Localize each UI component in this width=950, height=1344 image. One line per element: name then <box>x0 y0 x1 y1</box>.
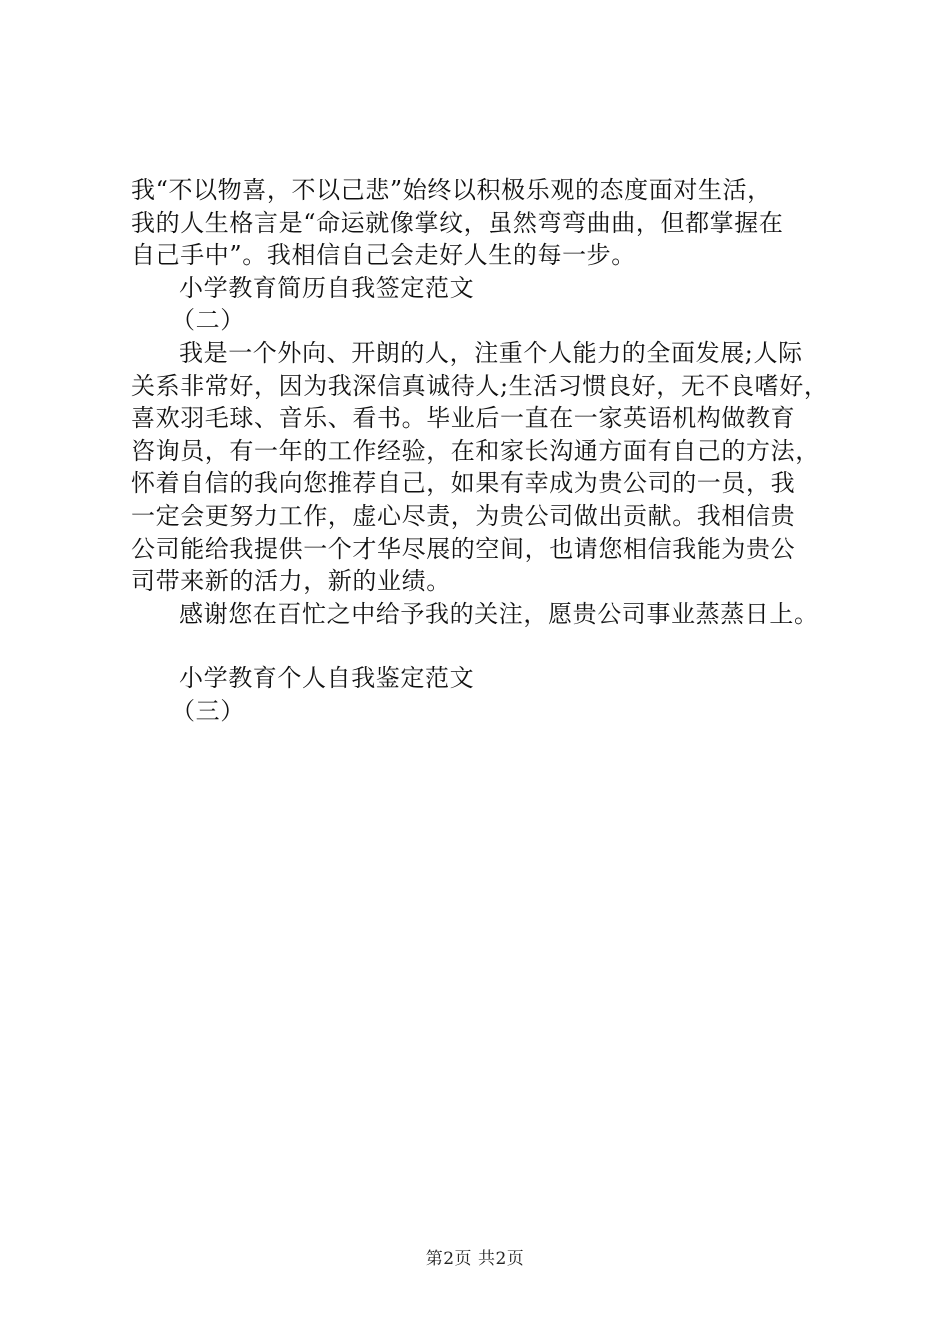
paragraph-line: 自己手中”。我相信自己会走好人生的每一步。 <box>131 241 636 270</box>
section-heading-3: 小学教育个人自我鉴定范文 <box>179 664 475 693</box>
section-heading-2: 小学教育简历自我签定范文 <box>179 273 475 302</box>
paragraph-line: 怀着自信的我向您推荐自己，如果有幸成为贵公司的一员，我 <box>131 469 796 498</box>
paragraph-line: 咨询员，有一年的工作经验，在和家长沟通方面有自己的方法， <box>131 436 820 465</box>
paragraph-line: 喜欢羽毛球、音乐、看书。毕业后一直在一家英语机构做教育 <box>131 404 796 433</box>
closing-line: 感谢您在百忙之中给予我的关注，愿贵公司事业蒸蒸日上。 <box>179 599 819 628</box>
paragraph-gap <box>131 630 851 662</box>
section-marker-3: （三） <box>171 696 245 725</box>
paragraph-line: 司带来新的活力，新的业绩。 <box>131 567 451 596</box>
paragraph-line: 一定会更努力工作，虚心尽责，为贵公司做出贡献。我相信贵 <box>131 501 796 530</box>
paragraph-line: 我的人生格言是“命运就像掌纹，虽然弯弯曲曲，但都掌握在 <box>131 208 784 237</box>
paragraph-line: 我是一个外向、开朗的人，注重个人能力的全面发展;人际 <box>179 338 803 367</box>
paragraph-line: 公司能给我提供一个才华尽展的空间，也请您相信我能为贵公 <box>131 534 796 563</box>
paragraph-line: 关系非常好，因为我深信真诚待人;生活习惯良好，无不良嗜好， <box>131 371 829 400</box>
document-body <box>131 174 851 728</box>
section-marker-2: （二） <box>171 306 245 335</box>
paragraph-line: 我“不以物喜，不以己悲”始终以积极乐观的态度面对生活， <box>131 176 772 204</box>
page-footer: 第2页 共2页 <box>425 1249 525 1269</box>
